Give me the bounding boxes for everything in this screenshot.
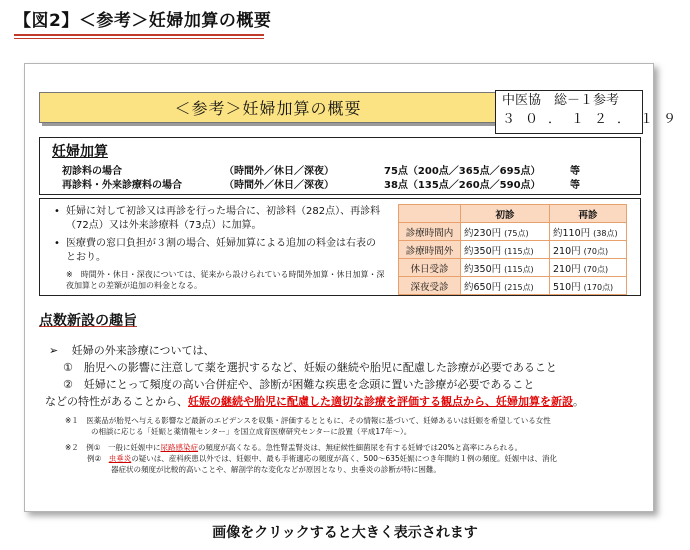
purpose-item-2: ② 妊婦にとって頻度の高い合併症や、診断が困難な疾患を念頭に置いた診療が必要であること xyxy=(63,378,535,391)
table-header-initial: 初診 xyxy=(461,205,550,223)
footnote-2c: 器症状の頻度が比較的高いことや、解剖学的な変化などが原因となり、虫垂炎の診断が特に困難。 xyxy=(111,465,441,474)
fee-condition: （時間外／休日／深夜） xyxy=(224,166,334,177)
figure-heading: 【図2】＜参考＞妊婦加算の概要 xyxy=(14,11,272,31)
initial-yen: 約350円 xyxy=(464,263,502,275)
addition-summary-box xyxy=(39,137,641,195)
addition-heading: 妊婦加算 xyxy=(52,144,108,160)
footnote-text: ※２ 例① 一般に妊娠中に xyxy=(65,443,161,452)
heading-underline xyxy=(14,34,264,36)
copay-table xyxy=(398,204,627,295)
footnote-text: の疑いは、産科疾患以外では、妊娠中、最も手術適応の頻度が高く、500～635妊娠につき年間約１例の頻度。妊娠中は、消化 xyxy=(131,454,558,463)
bullet-text: 妊婦に対して初診又は再診を行った場合に、初診料（282点）、再診料（72点）又は外来診療料（73点）に加算。 xyxy=(66,206,381,231)
revisit-yen: 210円 xyxy=(553,263,581,275)
initial-points: (115点) xyxy=(504,246,534,256)
initial-points: (215点) xyxy=(504,282,534,292)
table-header-row xyxy=(399,205,627,223)
conclusion-highlight: 妊娠の継続や胎児に配慮した適切な診療を評価する観点から、妊婦加算を新設 xyxy=(188,395,573,408)
fee-condition: （時間外／休日／深夜） xyxy=(224,180,334,191)
row-label: 診療時間外 xyxy=(399,241,461,259)
bullet-dot: • xyxy=(54,206,60,217)
detail-box xyxy=(39,198,641,296)
initial-yen: 約650円 xyxy=(464,281,502,293)
section-heading-purpose: 点数新設の趣旨 xyxy=(39,313,137,329)
bullet-copay xyxy=(54,237,384,265)
table-row xyxy=(399,277,627,295)
fee-label: 再診料・外来診療料の場合 xyxy=(62,180,182,191)
purpose-item-1: ① 胎児への影響に注意して薬を選択するなど、妊娠の継続や胎児に配慮した診療が必要であること xyxy=(63,361,557,374)
row-label: 深夜受診 xyxy=(399,277,461,295)
slide-title: ＜参考＞妊婦加算の概要 xyxy=(39,92,497,123)
initial-yen: 約350円 xyxy=(464,245,502,257)
fee-points: 75点（200点／365点／695点） xyxy=(384,166,541,177)
table-row xyxy=(399,259,627,277)
fee-label: 初診料の場合 xyxy=(62,166,122,177)
bullet-dot: • xyxy=(54,238,60,249)
stamp-line-1: 中医協 総－１参考 xyxy=(502,93,620,108)
row-label: 休日受診 xyxy=(399,259,461,277)
fee-suffix: 等 xyxy=(570,180,580,191)
footnote-1b: の相談に応じる「妊娠と薬情報センター」を国立成育医療研究センターに設置（平成17年～）。 xyxy=(91,427,412,436)
fee-points: 38点（135点／260点／590点） xyxy=(384,180,541,191)
revisit-points: (38点) xyxy=(593,228,618,238)
heading-underline-thin xyxy=(14,38,264,39)
initial-points: (115点) xyxy=(504,264,534,274)
revisit-points: (70点) xyxy=(583,246,609,256)
footnote-2b xyxy=(87,454,557,464)
table-header-blank xyxy=(399,205,461,223)
revisit-points: (170点) xyxy=(583,282,614,292)
revisit-yen: 約110円 xyxy=(553,227,591,239)
fee-suffix: 等 xyxy=(570,166,580,177)
footnote-2a xyxy=(65,443,522,453)
purpose-intro-text: 妊婦の外来診療については、 xyxy=(71,344,215,357)
row-label: 診療時間内 xyxy=(399,223,461,241)
initial-points: (75点) xyxy=(504,228,529,238)
revisit-yen: 510円 xyxy=(553,281,581,293)
table-row xyxy=(399,241,627,259)
table-row xyxy=(399,223,627,241)
footnote-1a: ※１ 医薬品が胎児へ与える影響など最新のエビデンスを収集・評価するとともに、その情報に基づいて、妊婦あるいは妊娠を希望している女性 xyxy=(65,416,551,425)
table-header-revisit: 再診 xyxy=(550,205,627,223)
conclusion-text: などの特性があることから、 xyxy=(45,395,188,408)
purpose-conclusion xyxy=(45,393,584,409)
enlarge-caption[interactable]: 画像をクリックすると大きく表示されます xyxy=(212,525,478,541)
arrow-icon: ➢ xyxy=(49,344,59,357)
revisit-yen: 210円 xyxy=(553,245,581,257)
conclusion-end: 。 xyxy=(573,395,584,408)
initial-yen: 約230円 xyxy=(464,227,502,239)
bullet-text: 医療費の窓口負担が３割の場合、妊婦加算による追加の料金は右表のとおり。 xyxy=(66,238,376,263)
document-stamp xyxy=(495,90,687,134)
slide-image[interactable] xyxy=(24,63,687,512)
bullet-addition xyxy=(54,205,384,233)
footnote-term: 尿路感染症 xyxy=(160,443,199,452)
footnote-text: 例② xyxy=(87,454,109,463)
footnote-text: の頻度が高くなる。急性腎盂腎炎は、無症候性細菌尿を有する妊婦では20%と高率にみられる。 xyxy=(198,443,523,452)
footnote-term: 虫垂炎 xyxy=(108,454,132,463)
stamp-line-2: ３０．１２．１９ xyxy=(502,112,687,127)
revisit-points: (70点) xyxy=(583,264,609,274)
detail-note: ※ 時間外・休日・深夜については、従来から設けられている時間外加算・休日加算・深夜加算との差額が追加の料金となる。 xyxy=(66,270,385,290)
purpose-intro xyxy=(49,342,215,358)
